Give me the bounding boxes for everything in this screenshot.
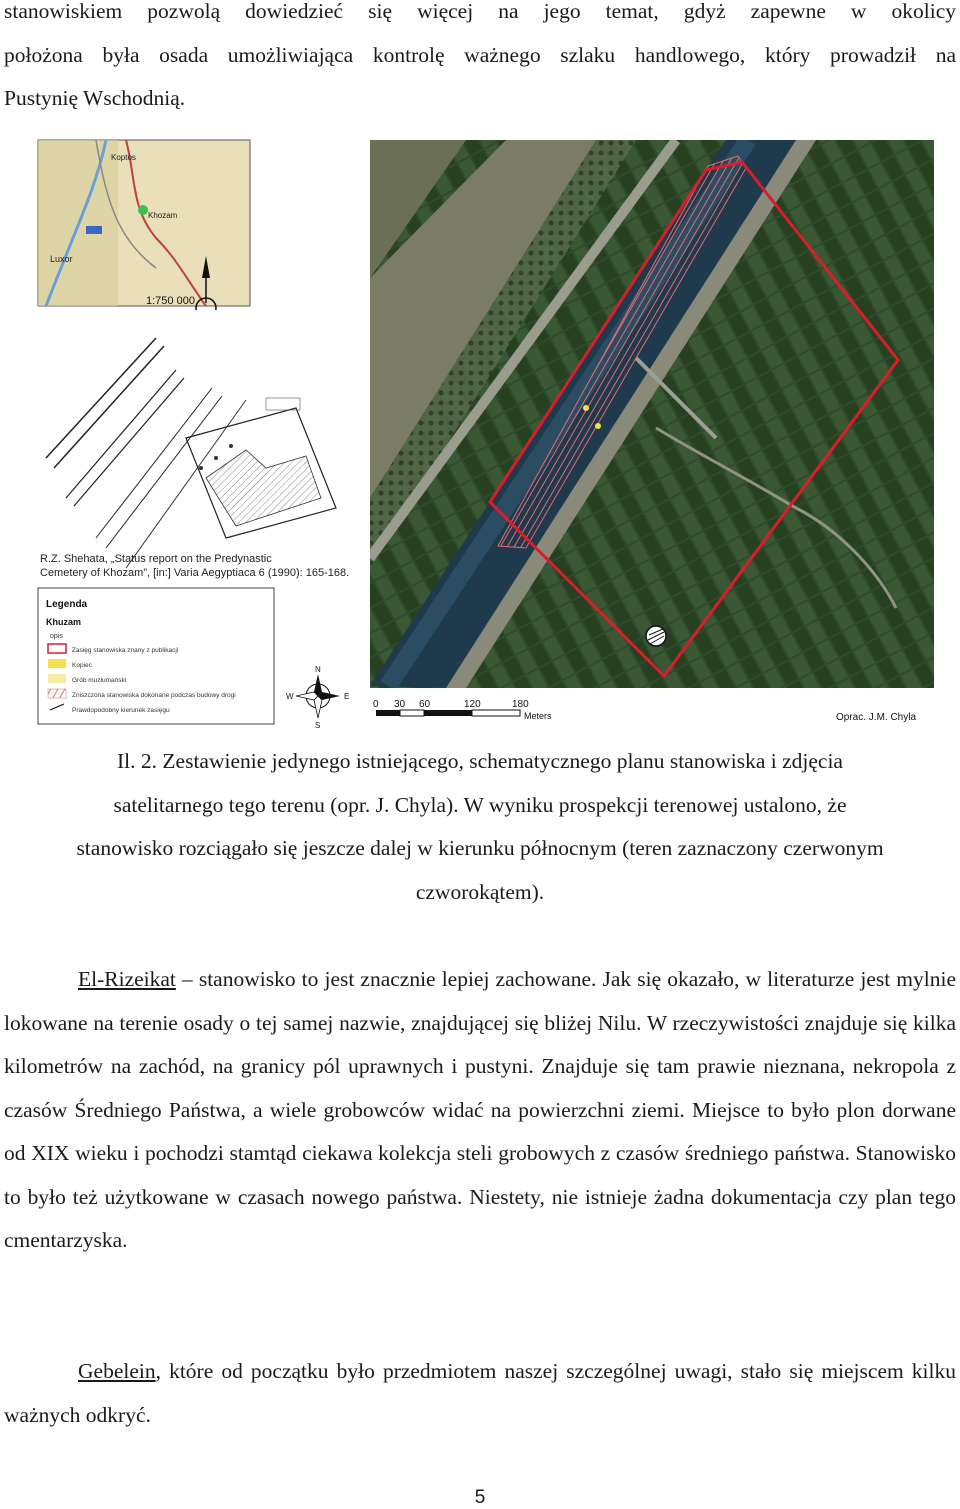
inset-label-luxor: Luxor [50,254,73,264]
figure-caption [4,740,956,914]
legend-item-2: Kopiec [72,662,92,669]
legend-section: opis [50,633,63,640]
scale-tick-60: 60 [419,699,431,710]
inset-label-koptos: Koptos [111,153,136,162]
inset-label-khozam: Khozam [148,211,178,220]
plan-credit-line-1: R.Z. Shehata, „Status report on the Predynastic [40,553,272,565]
plan-credit-line-2: Cemetery of Khozam”, [in:] Varia Aegyptiaca 6 (1990): 165-168. [40,567,350,579]
legend-subtitle: Khuzam [46,617,82,627]
paragraph-gebelein-text: , które od początku było przedmiotem naszej szczególnej uwagi, stało się miejscem kilku ważnych odkryć. [4,1359,956,1427]
compass-s: S [315,721,321,730]
caption-line-4: czworokątem). [415,879,545,904]
site-name-el-rizeikat: El-Rizeikat [78,967,176,991]
paragraph-el-rizeikat-text: – stanowisko to jest znacznie lepiej zachowane. Jak się okazało, w literaturze jest mylnie lokowane na terenie osady o tej samej nazwie, znajdującej się bliżej Nilu. W rzeczywistości znajduje się kilka kilometrów na zachód, na granicy pól uprawnych i pustyni. Znajduje się tam prawie nieznana, nekropola z czasów Średniego Państwa, a wiele grobowców widać na powierzchni ziemi. Miejsce to było plon dorwane od XIX wieku i pochodzi stamtąd ciekawa kolekcja steli grobowych z czasów średniego państwa. Stanowisko to było też użytkowane w czasach nowego państwa. Niestety, nie istnieje żadna dokumentacja czy plan tego cmentarzyska. [4,967,956,1252]
inset-location-map [38,140,250,318]
caption-line-1: Il. 2. Zestawienie jedynego istniejącego, schematycznego planu stanowiska i zdjęcia [117,749,843,773]
top-paragraph [4,0,956,121]
legend-item-3: Grób muzłumański [72,677,127,684]
scale-tick-30: 30 [394,699,406,710]
top-paragraph-line-1: stanowiskiem pozwolą dowiedzieć się więcej na jego temat, gdyż zapewne w okolicy [4,0,956,23]
scale-tick-0: 0 [373,699,379,710]
compass-n: N [315,665,321,674]
compass-e: E [344,692,350,701]
scale-unit: Meters [524,711,552,721]
legend-item-4: Zniszczona stanowiska dokonane podczas budowy drogi [72,692,236,699]
paragraph-el-rizeikat [4,958,956,1263]
inset-scale-label: 1:750 000 [146,295,195,307]
top-paragraph-line-2: położona była osada umożliwiająca kontrolę ważnego szlaku handlowego, który prowadził na [4,42,956,67]
paragraph-gebelein [4,1350,956,1437]
satellite-author-credit: Oprac. J.M. Chyla [836,712,917,723]
schematic-site-plan [38,310,370,580]
legend-swatch-grave [48,674,66,683]
scale-tick-120: 120 [464,699,481,710]
legend-item-5: Prawdopodobny kierunek zasięgu [72,707,170,714]
legend-item-1: Zasięg stanowiska znany z publikacji [72,647,179,654]
legend-title: Legenda [46,599,88,610]
legend-swatch-mound [48,659,66,668]
figure-composite [36,138,934,730]
caption-line-2: satelitarnego tego terenu (opr. J. Chyla). W wyniku prospekcji terenowej ustalono, że [113,792,847,817]
map-legend [38,588,274,724]
top-paragraph-line-3: Pustynię Wschodnią. [4,86,186,110]
site-name-gebelein: Gebelein [78,1359,156,1383]
satellite-image [370,140,934,688]
scale-tick-180: 180 [512,699,529,710]
compass-w: W [286,692,294,701]
legend-swatch-destroyed [48,689,66,698]
page-number: 5 [474,1487,486,1508]
caption-line-3: stanowisko rozciągało się jeszcze dalej w kierunku północnym (teren zaznaczony czerwonym [76,836,884,860]
compass-rose-icon [286,665,349,730]
